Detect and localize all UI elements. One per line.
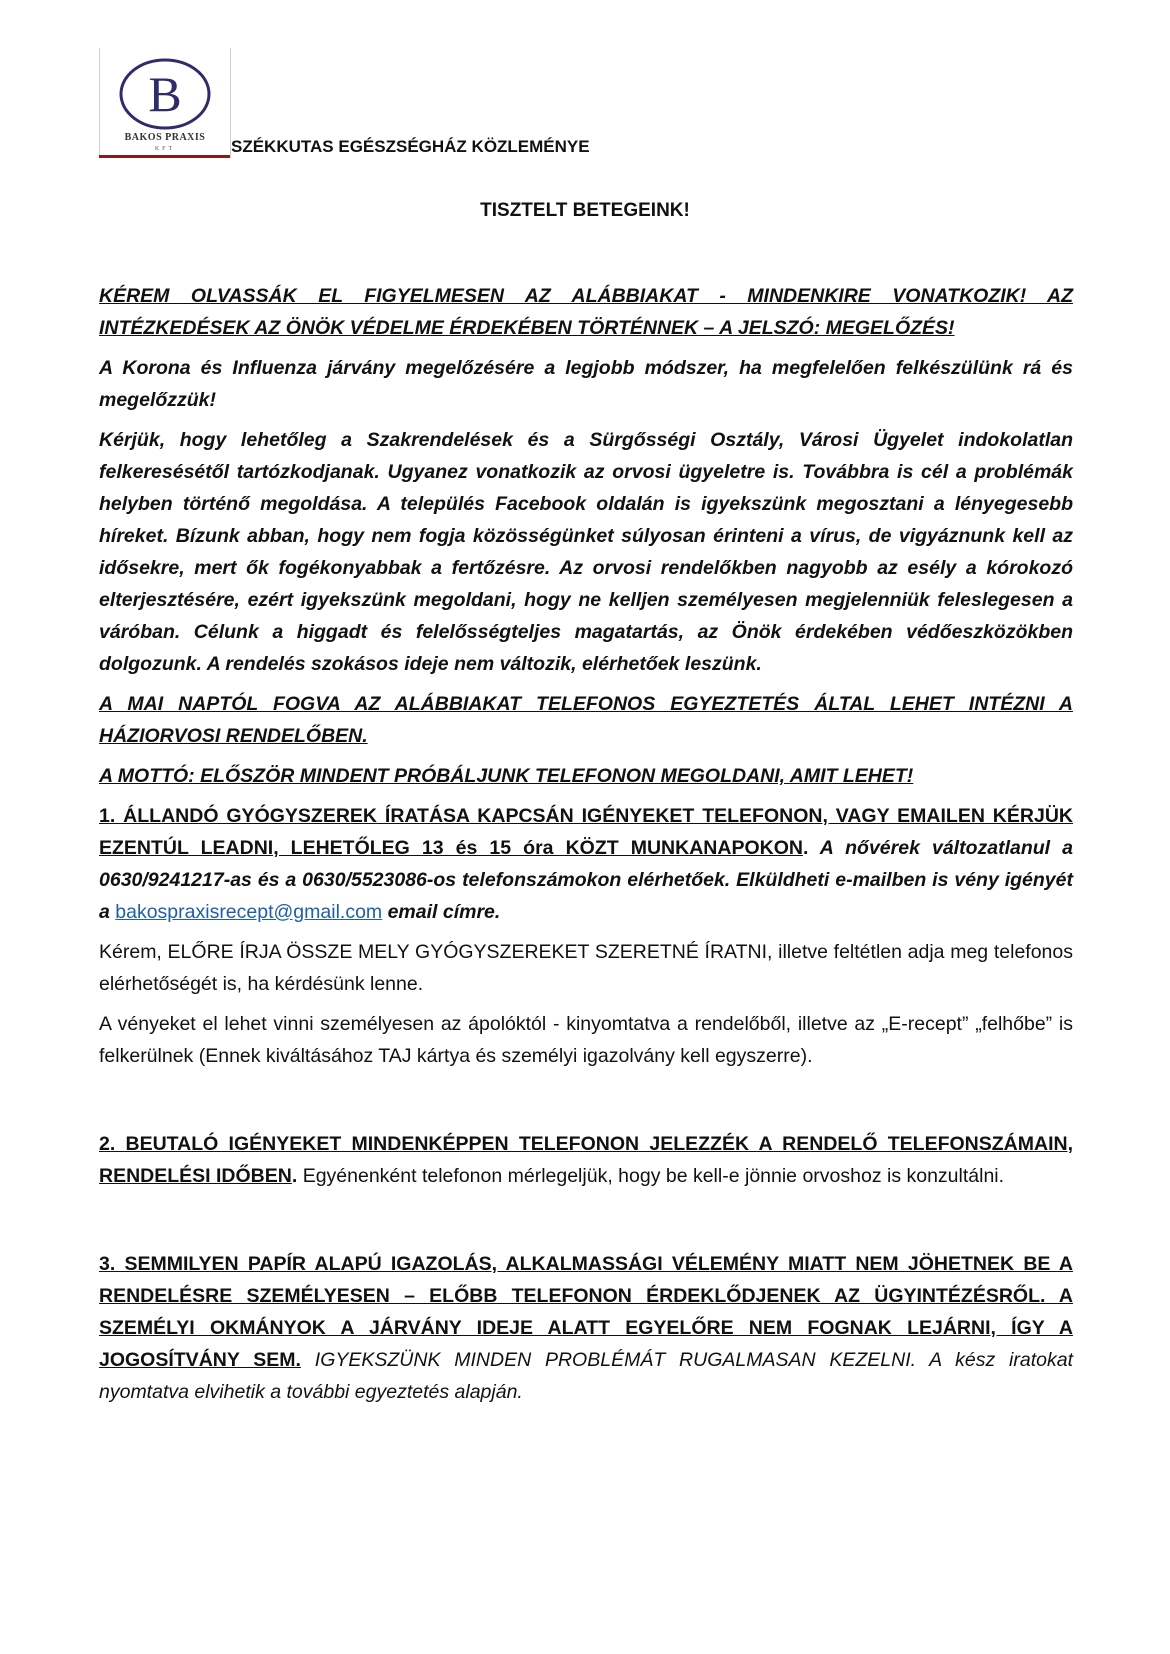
logo-letter: B (148, 66, 182, 122)
item-1-prescriptions (99, 800, 1073, 928)
phone-arrangement-notice: A MAI NAPTÓL FOGVA AZ ALÁBBIAKAT TELEFONOS EGYEZTETÉS ÁLTAL LEHET INTÉZNI A HÁZIORVOSI RENDELŐBEN. (99, 693, 1073, 747)
header-title: SZÉKKUTAS EGÉSZSÉGHÁZ KÖZLEMÉNYE (231, 137, 590, 156)
item-3-text: IGYEKSZÜNK MINDEN PROBLÉMÁT RUGALMASAN KEZELNI. A kész iratokat nyomtatva elvihetik a további egyeztetés alapján. (99, 1349, 1074, 1403)
item-1-note-list: Kérem, ELŐRE ÍRJA ÖSSZE MELY GYÓGYSZEREKET SZERETNÉ ÍRATNI, illetve feltétlen adja meg telefonos elérhetőségét is, ha kérdésünk lenne. (99, 941, 1073, 995)
item-1-contact-text: A nővérek változatlanul a 0630/9241217-as és a 0630/5523086-os telefonszámokon elérhetőek. Elküldheti e-mailben is vény igényét a (99, 837, 1073, 923)
item-2-period: . (291, 1165, 298, 1187)
logo-divider (99, 155, 230, 158)
motto: A MOTTÓ: ELŐSZÖR MINDENT PRÓBÁLJUNK TELEFONON MEGOLDANI, AMIT LEHET! (99, 765, 914, 787)
logo-subtitle: KFT (154, 146, 176, 152)
item-2-text: Egyénenként telefonon mérlegeljük, hogy be kell-e jönnie orvoshoz is konzultálni. (297, 1165, 1005, 1187)
logo (99, 48, 231, 158)
logo-name: BAKOS PRAXIS (124, 132, 206, 143)
email-link[interactable]: bakospraxisrecept@gmail.com (115, 901, 383, 923)
notice-body (99, 280, 1073, 1408)
item-1-note-erecept: A vényeket el lehet vinni személyesen az ápolóktól - kinyomtatva a rendelőből, illetve az „E-recept” „felhőbe” is felkerülnek (Ennek kiváltásához TAJ kártya és személyi igazolvány kell egyszerre). (99, 1013, 1073, 1067)
intro-warning: KÉREM OLVASSÁK EL FIGYELMESEN AZ ALÁBBIAKAT - MINDENKIRE VONATKOZIK! AZ INTÉZKEDÉSEK AZ ÖNÖK VÉDELME ÉRDEKÉBEN TÖRTÉNNEK – A JELSZÓ: MEGELŐZÉS! (99, 285, 1073, 339)
item-1-heading: 1. ÁLLANDÓ GYÓGYSZEREK ÍRATÁSA KAPCSÁN IGÉNYEKET TELEFONON, VAGY EMAILEN KÉRJÜK EZENTÚL LEADNI, LEHETŐLEG 13 és 15 óra KÖZT MUNKANAPOKON (99, 805, 1073, 859)
item-3-certificates (99, 1248, 1073, 1408)
item-1-period: . (802, 837, 809, 859)
item-1-contact-tail: email címre. (382, 901, 501, 923)
logo-emblem-icon (116, 54, 214, 134)
item-3-heading: 3. SEMMILYEN PAPÍR ALAPÚ IGAZOLÁS, ALKALMASSÁGI VÉLEMÉNY MIATT NEM JÖHETNEK BE A RENDELÉSRE SZEMÉLYESEN – ELŐBB TELEFONON ÉRDEKLŐDJENEK AZ ÜGYINTÉZÉSRŐL. A SZEMÉLYI OKMÁNYOK A JÁRVÁNY IDEJE ALATT EGYELŐRE NEM FOGNAK LEJÁRNI, ÍGY A JOGOSÍTVÁNY SEM. (99, 1253, 1073, 1371)
prevention-paragraph: A Korona és Influenza járvány megelőzésére a legjobb módszer, ha megfelelően felkészülünk rá és megelőzzük! (99, 357, 1073, 411)
greeting-heading: TISZTELT BETEGEINK! (480, 200, 690, 221)
guidance-paragraph: Kérjük, hogy lehetőleg a Szakrendelések és a Sürgősségi Osztály, Városi Ügyelet indokolatlan felkeresésétől tartózkodjanak. Ugyanez vonatkozik az orvosi ügyeletre is. Továbbra is cél a problémák helyben történő megoldása. A település Facebook oldalán is igyekszünk megosztani a lényegesebb híreket. Bízunk abban, hogy nem fogja közösségünket súlyosan érinteni a vírus, de vigyáznunk kell az idősekre, mert ők fogékonyabbak a fertőzésre. Az orvosi rendelőkben nagyobb az esély a kórokozó elterjesztésére, ezért igyekszünk megoldani, hogy ne kelljen személyesen megjelenniük feleslegesen a váróban. Célunk a higgadt és felelősségteljes magatartás, az Önök érdekében védőeszközökben dolgozunk. A rendelés szokásos ideje nem változik, elérhetőek leszünk. (99, 429, 1073, 675)
item-2-heading: 2. BEUTALÓ IGÉNYEKET MINDENKÉPPEN TELEFONON JELEZZÉK A RENDELŐ TELEFONSZÁMAIN, RENDELÉSI IDŐBEN (99, 1133, 1073, 1187)
item-2-referrals (99, 1128, 1073, 1192)
